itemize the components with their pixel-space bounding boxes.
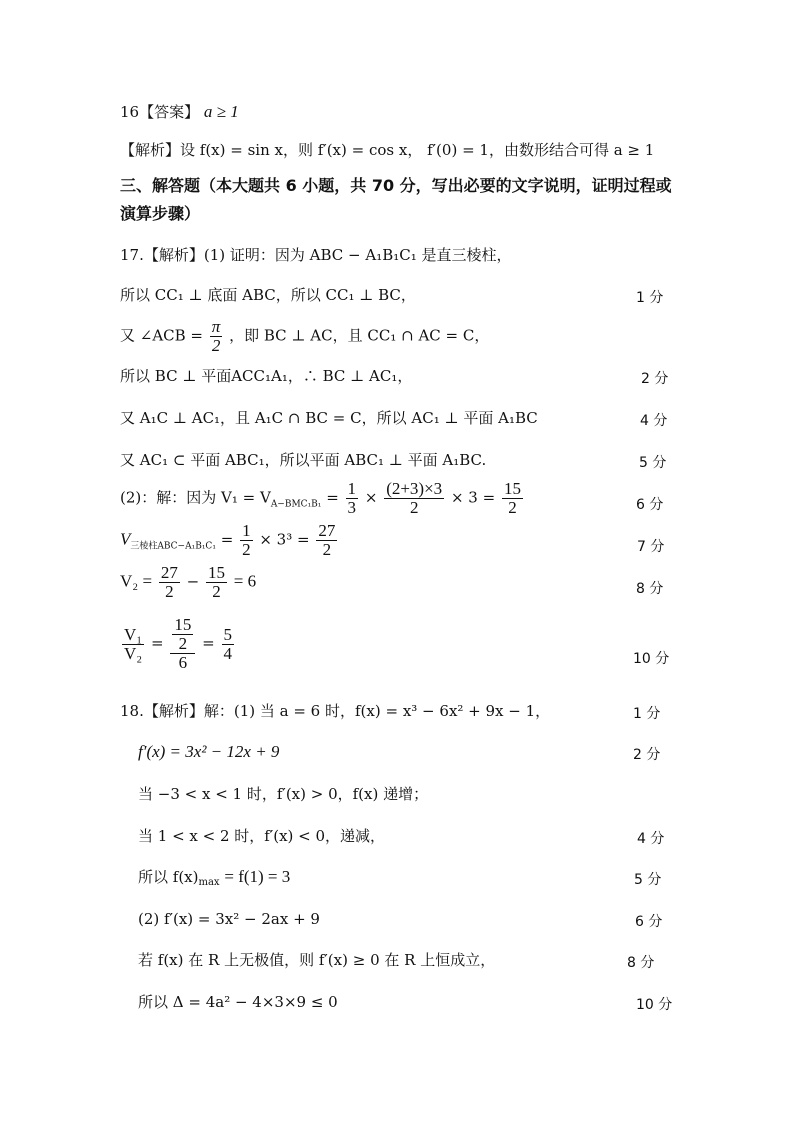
fraction-27-over-2-b: $\frac{27}{2}$ bbox=[160, 563, 178, 601]
q18-score-6: 8 分 bbox=[627, 955, 655, 971]
q16-analysis: 【解析】设 f(x) = sin x，则 f′(x) = cos x， f′(0) = 1，由数形结合可得 a ≥ 1 bbox=[120, 141, 655, 159]
fraction-27-over-2: $\frac{27}{2}$ bbox=[318, 521, 336, 559]
q18-score-3: 4 分 bbox=[637, 831, 665, 847]
fraction-v1-over-v2: $\frac{\text{V₁}}{\text{V₂}}$ bbox=[124, 624, 143, 663]
q17-score-4: 4 分 bbox=[640, 413, 668, 429]
q17-line-2 bbox=[120, 318, 489, 355]
q16-answer-line bbox=[120, 102, 239, 122]
fraction-15-over-2-b: $\frac{15}{2}$ bbox=[207, 563, 225, 601]
q18-line-5: (2) f′(x) = 3x² − 2ax + 9 bbox=[138, 910, 320, 928]
q18-score-1: 2 分 bbox=[633, 747, 661, 763]
q16-label: 16【答案】 bbox=[120, 103, 200, 121]
q18-line-4: 所以 $f(x)_{max} = f(1) = 3$ bbox=[138, 867, 291, 888]
q17-intro: 17.【解析】(1) 证明：因为 ABC − A₁B₁C₁ 是直三棱柱， bbox=[120, 246, 512, 264]
q17-score-5: 5 分 bbox=[639, 455, 667, 471]
q17-line-9: $\frac{\text{V₁}}{\text{V₂}}$ = $\frac{\frac{15}{2}}{6}$ = $\frac{5}{4}$ bbox=[124, 615, 232, 672]
q17-line-1: 所以 CC₁ ⊥ 底面 ABC，所以 CC₁ ⊥ BC， bbox=[120, 286, 416, 304]
q17-line-8: V₂ = $\frac{27}{2}$ − $\frac{15}{2}$ = 6 bbox=[120, 563, 257, 601]
fraction-one-third: $\frac{1}{3}$ bbox=[347, 479, 357, 517]
q18-line-1: f′(x) = 3x² − 12x + 9 bbox=[138, 742, 280, 761]
q17-line-4: 又 A₁C ⊥ AC₁，且 A₁C ∩ BC = C，所以 AC₁ ⊥ 平面 A₁BC bbox=[120, 409, 538, 427]
q18-line-7: 所以 Δ = 4a² − 4×3×9 ≤ 0 bbox=[138, 993, 338, 1011]
q17-score-3: 2 分 bbox=[641, 371, 669, 387]
q17-score-8: 8 分 bbox=[636, 581, 664, 597]
q17-l2-prefix: 又 ∠ACB = bbox=[120, 326, 204, 345]
q17-line-5: 又 AC₁ ⊂ 平面 ABC₁，所以平面 ABC₁ ⊥ 平面 A₁BC. bbox=[120, 451, 487, 469]
q18-score-4: 5 分 bbox=[634, 872, 662, 888]
q17-score-1: 1 分 bbox=[636, 290, 664, 306]
q17-line-7: $V_{三棱柱ABC-A_1B_1C_1}$ = $\frac{1}{2}$ × 3³ = $\frac{27}{2}$ bbox=[120, 521, 336, 559]
q17-score-7: 7 分 bbox=[637, 539, 665, 555]
q16-answer: a ≥ 1 bbox=[203, 102, 239, 121]
q17-line-6: (2)：解：因为 $V_1 = V_{A-BMC_1B_1}$ = $\frac{1}{3}$ × $\frac{(2+3)\times 3}{2}$ × 3 = $\frac{15}{2}$ bbox=[120, 479, 521, 517]
q18-score-7: 10 分 bbox=[636, 997, 673, 1013]
q18-line-6: 若 f(x) 在 R 上无极值，则 f′(x) ≥ 0 在 R 上恒成立， bbox=[138, 951, 496, 969]
q17-score-9: 10 分 bbox=[633, 651, 670, 667]
fraction-pi-over-2: $\frac{\pi}{2}$ bbox=[211, 317, 221, 355]
q18-line-2: 当 −3 < x < 1 时，f′(x) > 0，f(x) 递增； bbox=[138, 785, 429, 803]
q18-intro: 18.【解析】解：(1) 当 a = 6 时，f(x) = x³ − 6x² + 9x − 1， bbox=[120, 702, 551, 720]
q17-line-3: 所以 BC ⊥ 平面ACC₁A₁，∴ BC ⊥ AC₁， bbox=[120, 367, 413, 385]
q17-score-6: 6 分 bbox=[636, 497, 664, 513]
fraction-one-half: $\frac{1}{2}$ bbox=[242, 521, 251, 559]
q18-score-0: 1 分 bbox=[633, 706, 661, 722]
fraction-15-over-2: $\frac{15}{2}$ bbox=[503, 479, 521, 517]
q18-line-3: 当 1 < x < 2 时，f′(x) < 0，递减， bbox=[138, 827, 386, 845]
compound-fraction: $\frac{\frac{15}{2}}{6}$ bbox=[170, 616, 195, 672]
fraction-5-over-4: $\frac{5}{4}$ bbox=[223, 624, 232, 663]
section-heading: 三、解答题（本大题共 6 小题，共 70 分，写出必要的文字说明，证明过程或演算步骤） bbox=[120, 176, 672, 223]
q17-l2-suffix: ，即 BC ⊥ AC，且 CC₁ ∩ AC = C， bbox=[229, 326, 490, 345]
q18-score-5: 6 分 bbox=[635, 914, 663, 930]
fraction-volume: $\frac{(2+3)\times 3}{2}$ bbox=[386, 479, 443, 517]
